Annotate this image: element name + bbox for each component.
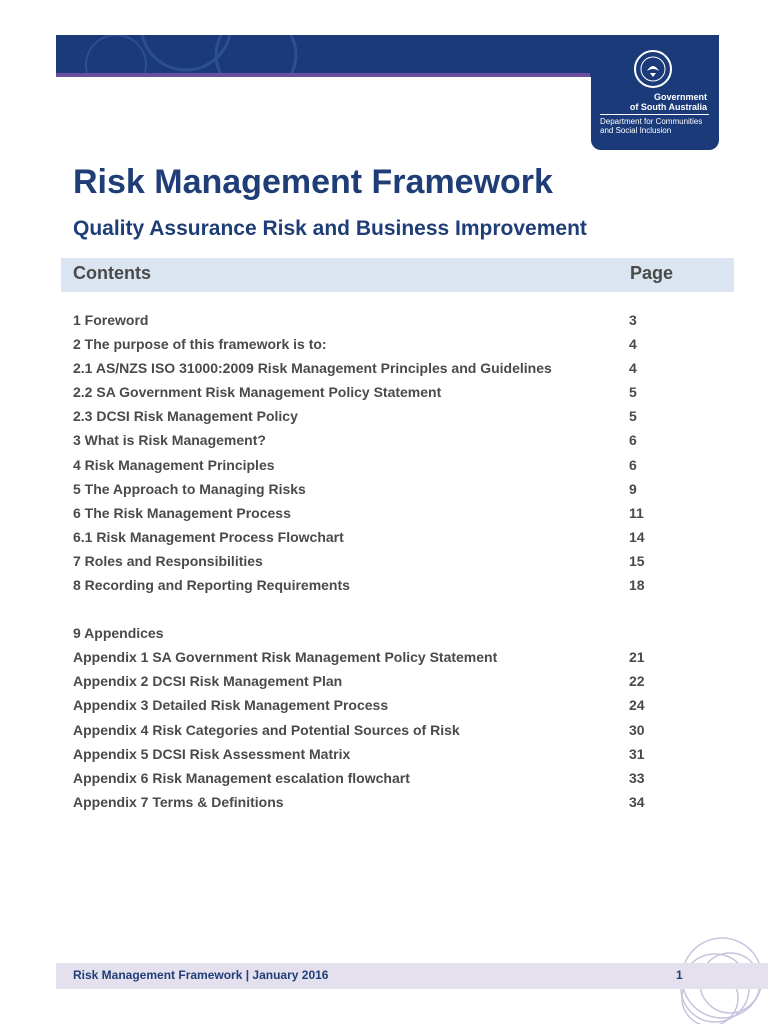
toc-entry-title: Appendix 4 Risk Categories and Potential Sources of Risk [73,721,460,738]
toc-entry-page: 4 [629,360,637,377]
toc-entry-title: 5 The Approach to Managing Risks [73,480,306,497]
logo-divider [600,114,709,115]
toc-entry-page: 24 [629,697,645,714]
toc-entry[interactable] [73,503,673,527]
toc-entry[interactable] [73,720,673,744]
toc-entry-title: 4 Risk Management Principles [73,456,275,473]
table-of-contents [73,310,673,816]
toc-entry-page: 22 [629,673,645,690]
state-seal-icon [633,49,673,89]
footer-bar [56,963,768,989]
dept-line-2: and Social Inclusion [600,126,672,135]
toc-entry-title: 6.1 Risk Management Process Flowchart [73,528,344,545]
toc-entry[interactable] [73,334,673,358]
toc-entry-page: 15 [629,552,645,569]
footer-text: Risk Management Framework | January 2016 [73,968,329,982]
document-title: Risk Management Framework [73,163,553,201]
toc-entry-title: Appendix 7 Terms & Definitions [73,793,284,810]
toc-entry-page: 18 [629,577,645,594]
toc-entry[interactable] [73,479,673,503]
toc-entry[interactable] [73,382,673,406]
toc-entry-page: 31 [629,745,645,762]
toc-entry[interactable] [73,527,673,551]
toc-entry[interactable] [73,551,673,575]
toc-entry-title: 2.3 DCSI Risk Management Policy [73,408,298,425]
toc-entry[interactable] [73,455,673,479]
toc-entry[interactable] [73,406,673,430]
page-heading: Page [630,263,674,283]
toc-entry-page: 5 [629,408,637,425]
toc-entry-title: 2 The purpose of this framework is to: [73,336,327,353]
toc-entry-page: 9 [629,480,637,497]
toc-entry-page: 4 [629,336,637,353]
toc-entry-title: 7 Roles and Responsibilities [73,552,263,569]
toc-entry-page: 3 [629,312,637,328]
toc-spacer [73,599,673,623]
toc-entry-page: 6 [629,432,637,449]
toc-entry[interactable] [73,575,673,599]
toc-entry-title: 8 Recording and Reporting Requirements [73,577,350,594]
header-accent-line [56,73,590,77]
toc-entry[interactable] [73,744,673,768]
dept-line-1: Department for Communities [600,117,703,126]
appendices-heading: 9 Appendices [73,625,164,642]
toc-entry-title: 6 The Risk Management Process [73,504,291,521]
toc-section-heading[interactable] [73,623,673,647]
toc-entry[interactable] [73,430,673,454]
toc-entry-page: 11 [629,504,644,521]
toc-entry-title: Appendix 2 DCSI Risk Management Plan [73,673,343,690]
header-circles-decoration [56,35,356,77]
toc-entry-title: 3 What is Risk Management? [73,432,266,449]
org-line-2: of South Australia [629,102,707,112]
contents-header-bar [61,258,734,292]
toc-entry-page: 33 [629,769,645,786]
toc-entry-page: 6 [629,456,637,473]
toc-entry-title: 2.2 SA Government Risk Management Policy Statement [73,384,442,401]
contents-heading: Contents [73,263,151,283]
toc-entry[interactable] [73,792,673,816]
toc-entry[interactable] [73,695,673,719]
toc-entry-page: 14 [629,528,645,545]
government-logo [591,35,719,150]
toc-entry-title: 1 Foreword [73,312,149,328]
toc-entry-title: Appendix 1 SA Government Risk Management Policy Statement [73,649,498,666]
toc-entry-title: Appendix 3 Detailed Risk Management Process [73,697,389,714]
department-name [600,117,712,135]
document-subtitle: Quality Assurance Risk and Business Improvement [73,217,587,240]
toc-entry[interactable] [73,358,673,382]
toc-entry[interactable] [73,310,673,334]
toc-entry-title: Appendix 6 Risk Management escalation flowchart [73,769,410,786]
org-line-1: Government [653,92,707,102]
toc-entry[interactable] [73,647,673,671]
toc-entry[interactable] [73,671,673,695]
footer-page-number: 1 [676,968,683,982]
toc-entry-title: Appendix 5 DCSI Risk Assessment Matrix [73,745,351,762]
government-name [607,92,707,112]
toc-entry-title: 2.1 AS/NZS ISO 31000:2009 Risk Management Principles and Guidelines [73,360,552,377]
toc-entry-page: 30 [629,721,645,738]
toc-entry-page: 34 [629,793,645,810]
toc-entry-page: 5 [629,384,637,401]
toc-entry[interactable] [73,768,673,792]
toc-entry-page: 21 [629,649,645,666]
